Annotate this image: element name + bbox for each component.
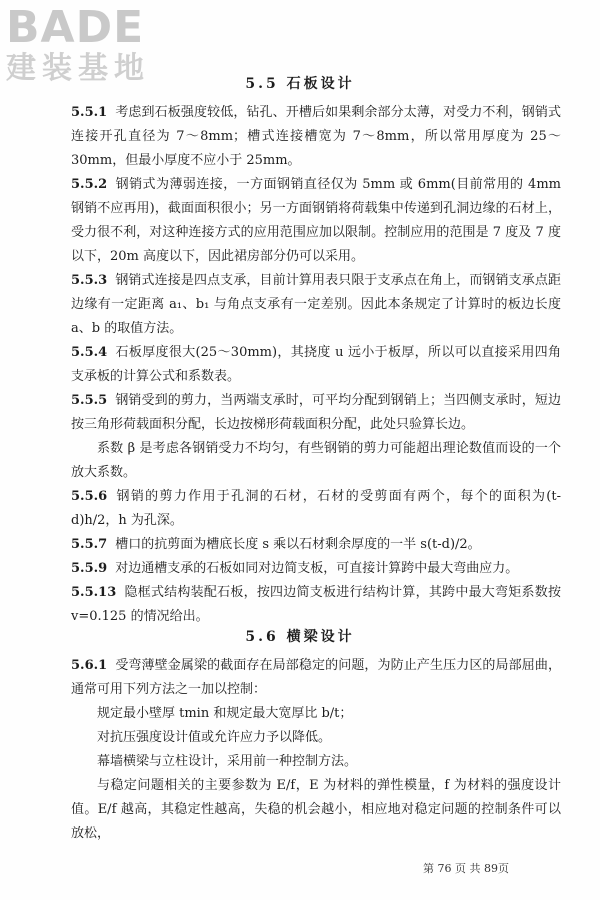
paragraph-5-5-13 xyxy=(71,581,561,629)
paragraph-5-5-1 xyxy=(71,101,561,173)
paragraph-5-6-1 xyxy=(71,654,561,702)
clause-number: 5.6.1 xyxy=(71,658,108,673)
clause-number: 5.5.13 xyxy=(71,585,117,600)
paragraph-5-5-6 xyxy=(71,485,561,533)
paragraph-text: 系数 β 是考虑各钢销受力不均匀，有些钢销的剪力可能超出理论数值而设的一个放大系数。 xyxy=(71,441,561,480)
clause-number: 5.5.2 xyxy=(71,177,108,192)
clause-number: 5.5.4 xyxy=(71,345,108,360)
paragraph-text: 受弯薄壁金属梁的截面存在局部稳定的问题，为防止产生压力区的局部屈曲，通常可用下列方法之一加以控制： xyxy=(71,658,561,697)
paragraph-text: 石板厚度很大(25～30mm)，其挠度 u 远小于板厚，所以可以直接采用四角支承板的计算公式和系数表。 xyxy=(71,345,561,384)
clause-number: 5.5.7 xyxy=(71,537,108,552)
section-5-5-body xyxy=(71,101,561,629)
paragraph-text: 钢销的剪力作用于孔洞的石材，石材的受剪面有两个，每个的面积为(t-d)h/2，h 为孔深。 xyxy=(71,489,561,528)
paragraph-stability-note: 与稳定问题相关的主要参数为 E/f，E 为材料的弹性模量，f 为材料的强度设计值。E/f 越高，其稳定性越高，失稳的机会越小，相应地对稳定问题的控制条件可以放松， xyxy=(71,778,561,841)
paragraph-5-5-9 xyxy=(71,557,561,581)
paragraph-5-5-2 xyxy=(71,173,561,269)
section-title-5-5: 5.5 石板设计 xyxy=(245,76,355,92)
clause-number: 5.5.5 xyxy=(71,393,108,408)
clause-number: 5.5.3 xyxy=(71,273,108,288)
paragraph-5-5-3 xyxy=(71,269,561,341)
clause-number: 5.5.9 xyxy=(71,561,108,576)
section-title-5-6: 5.6 横梁设计 xyxy=(245,629,355,645)
paragraph-text: 钢销式连接是四点支承，目前计算用表只限于支承点在角上，而钢销支承点距边缘有一定距离 a₁、b₁ 与角点支承有一定差别。因此本条规定了计算时的板边长度 a、b 的取值方法。 xyxy=(71,273,561,336)
paragraph-text: 对边通槽支承的石板如同对边简支板，可直接计算跨中最大弯曲应力。 xyxy=(115,561,519,576)
paragraph-5-5-4 xyxy=(71,341,561,389)
paragraph-text: 槽口的抗剪面为槽底长度 s 乘以石材剩余厚度的一半 s(t-d)/2。 xyxy=(115,537,481,552)
page-number: 第 76 页 共 89页 xyxy=(423,862,509,875)
list-item: 对抗压强度设计值或允许应力予以降低。 xyxy=(97,730,332,745)
section-5-6-body xyxy=(71,654,561,846)
list-item: 规定最小壁厚 tmin 和规定最大宽厚比 b/t； xyxy=(97,706,353,721)
paragraph-5-5-5 xyxy=(71,389,561,437)
paragraph-5-5-7 xyxy=(71,533,561,557)
paragraph-text: 钢销受到的剪力，当两端支承时，可平均分配到钢销上；当四侧支承时，短边按三角形荷载面积分配，长边按梯形荷载面积分配，此处只验算长边。 xyxy=(71,393,561,432)
list-item: 幕墙横梁与立柱设计，采用前一种控制方法。 xyxy=(97,754,358,769)
logo-wordmark: BADE xyxy=(6,2,145,53)
clause-number: 5.5.1 xyxy=(71,105,108,120)
clause-number: 5.5.6 xyxy=(71,489,108,504)
paragraph-text: 隐框式结构装配石板，按四边简支板进行结构计算，其跨中最大弯矩系数按 v=0.125 的情况给出。 xyxy=(71,585,561,624)
paragraph-text: 钢销式为薄弱连接，一方面钢销直径仅为 5mm 或 6mm(目前常用的 4mm 钢销不应再用)，截面面积很小；另一方面钢销将荷载集中传递到孔洞边缘的石材上，受力很不利，对这种连接方式的应用范围应加以限制。控制应用的范围是 7 度及 7 度以下，20m 高度以下，因此裙房部分仍可以采用。 xyxy=(71,177,561,264)
paragraph-beta-note xyxy=(71,437,561,485)
paragraph-text: 考虑到石板强度较低，钻孔、开槽后如果剩余部分太薄，对受力不利，钢销式连接开孔直径为 7～8mm；槽式连接槽宽为 7～8mm，所以常用厚度为 25～30mm，但最小厚度不应小于 25mm。 xyxy=(71,105,561,168)
logo-subtitle: 建装基地 xyxy=(6,51,150,86)
